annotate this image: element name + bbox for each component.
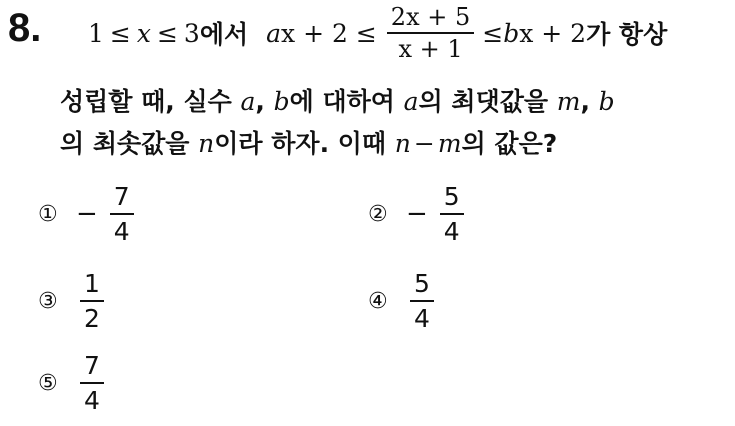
coef-b: b [503,18,520,48]
option-2-numerator: 5 [440,184,464,215]
text-eseo: 에서 [199,20,249,49]
var-m-1: m [556,87,581,116]
text-always: 가 항상 [586,20,668,49]
var-n-1: n [198,129,215,158]
fraction-expr [387,4,474,63]
var-x: x [136,18,151,48]
line2-text-5: , [580,87,599,116]
problem-number: 8. [8,6,42,50]
option-4[interactable] [368,268,434,334]
var-a-1: a [240,87,256,116]
range-lower: 1 [88,18,104,48]
le-symbol-2: ≤ [156,18,178,48]
option-4-numerator: 5 [410,271,434,302]
fraction-denominator: x + 1 [398,35,463,63]
option-4-marker: ④ [368,288,388,314]
line2-text-1: 성립할 때, 실수 [60,87,241,116]
option-5[interactable] [38,350,104,416]
line3-text-1: 의 최솟값을 [60,129,199,158]
option-1-sign: − [76,199,98,229]
option-1-fraction [110,184,134,244]
option-4-denominator: 4 [414,304,430,333]
line2-text-3: 에 대하여 [289,87,404,116]
option-2-denominator: 4 [443,217,460,246]
option-1[interactable] [38,181,134,247]
line2-text-4: 의 최댓값을 [418,87,557,116]
option-5-numerator: 7 [80,353,104,384]
var-n-2: n [394,129,411,158]
line3-text-2: 이라 하자. 이때 [214,129,395,158]
problem-line-1 [88,2,667,64]
coef-a: a [266,18,282,48]
line2-text-2: , [255,87,274,116]
var-a-2: a [403,87,419,116]
option-5-marker: ⑤ [38,370,58,396]
line3-text-3: 의 값은? [461,129,558,158]
option-1-numerator: 7 [110,184,134,215]
var-b-1: b [273,87,290,116]
option-5-denominator: 4 [84,386,100,415]
option-2-marker: ② [368,201,388,227]
option-3-denominator: 2 [84,304,100,333]
option-2[interactable] [368,181,464,247]
option-1-marker: ① [38,201,58,227]
option-3-numerator: 1 [80,271,104,302]
option-3[interactable] [38,268,104,334]
var-b-2: b [598,87,615,116]
range-upper: 3 [183,18,200,48]
option-4-fraction [410,271,434,331]
minus-sign: − [413,129,435,158]
option-5-fraction [80,353,104,413]
problem-line-2 [60,82,615,118]
problem-line-3 [60,124,557,160]
option-3-fraction [80,271,104,331]
le-symbol-3: ≤ [482,18,504,48]
expr-right: x + 2 [519,18,587,48]
expr-left: x + 2 ≤ [281,18,377,48]
option-2-fraction [440,184,464,244]
le-symbol-1: ≤ [109,18,131,48]
option-3-marker: ③ [38,288,58,314]
option-2-sign: − [406,199,428,229]
fraction-numerator: 2x + 5 [387,4,474,34]
var-m-2: m [437,129,462,158]
option-1-denominator: 4 [113,217,130,246]
